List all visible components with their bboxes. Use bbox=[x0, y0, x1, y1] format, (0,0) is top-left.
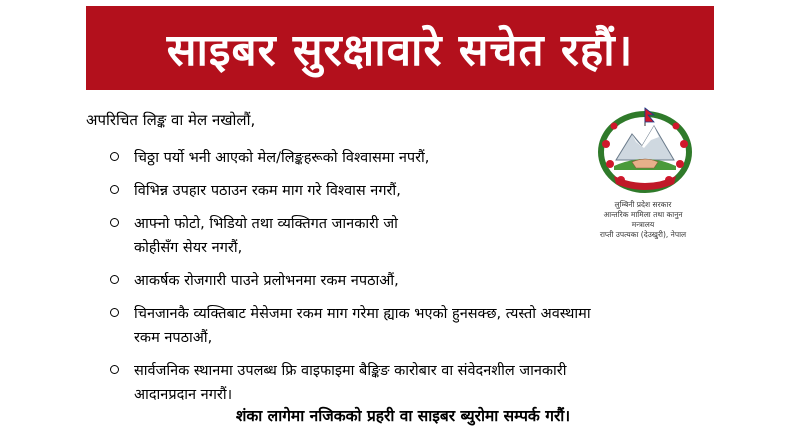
caption-line: आन्तरिक मामिला तथा कानुन bbox=[603, 210, 683, 219]
footer-notice: शंका लागेमा नजिकको प्रहरी वा साइबर ब्युरोमा सम्पर्क गरौं। bbox=[235, 407, 571, 425]
banner-title: साइबर सुरक्षावारे सचेत रहौं। bbox=[166, 25, 634, 76]
list-item bbox=[110, 302, 730, 350]
caption-line: मन्त्रालय bbox=[631, 220, 655, 229]
list-item bbox=[110, 269, 730, 293]
tip-line: आफ्नो फोटो, भिडियो तथा व्यक्तिगत जानकारी जो bbox=[134, 216, 398, 232]
tip-line: चिनजानकै व्यक्तिबाट मेसेजमा रकम माग गरेमा ह्याक भएको हुनसक्छ, त्यस्तो अवस्थामा bbox=[134, 306, 591, 322]
bullet-circle-icon bbox=[110, 365, 119, 374]
bullet-circle-icon bbox=[110, 275, 119, 284]
title-banner bbox=[86, 6, 714, 90]
tip-line: रकम नपठाऔं, bbox=[134, 330, 213, 346]
list-item bbox=[110, 359, 730, 407]
tip-line: विभिन्न उपहार पठाउन रकम माग गरे विश्वास नगरौं, bbox=[134, 183, 401, 199]
bullet-circle-icon bbox=[110, 152, 119, 161]
ministry-caption bbox=[568, 200, 718, 240]
tip-line: आकर्षक रोजगारी पाउने प्रलोभनमा रकम नपठाऔं, bbox=[134, 273, 399, 289]
intro-text: अपरिचित लिङ्क वा मेल नखोलौं, bbox=[86, 111, 256, 129]
bullet-circle-icon bbox=[110, 218, 119, 227]
caption-line: राप्ती उपत्यका (देउखुरी), नेपाल bbox=[599, 230, 687, 239]
tip-line: सार्वजनिक स्थानमा उपलब्ध फ्रि वाइफाइमा बैङ्किङ कारोबार वा संवेदनशील जानकारी bbox=[134, 363, 567, 379]
bullet-circle-icon bbox=[110, 185, 119, 194]
nepal-coat-of-arms-icon bbox=[596, 104, 694, 194]
caption-line: लुम्बिनी प्रदेश सरकार bbox=[614, 200, 672, 209]
tip-line: चिठ्ठा पर्यो भनी आएको मेल/लिङ्कहरूको विश्वासमा नपरौं, bbox=[134, 150, 430, 166]
tip-line: कोहीसँग सेयर नगरौं, bbox=[134, 240, 243, 256]
tip-line: आदानप्रदान नगरौं। bbox=[134, 387, 233, 403]
bullet-circle-icon bbox=[110, 308, 119, 317]
